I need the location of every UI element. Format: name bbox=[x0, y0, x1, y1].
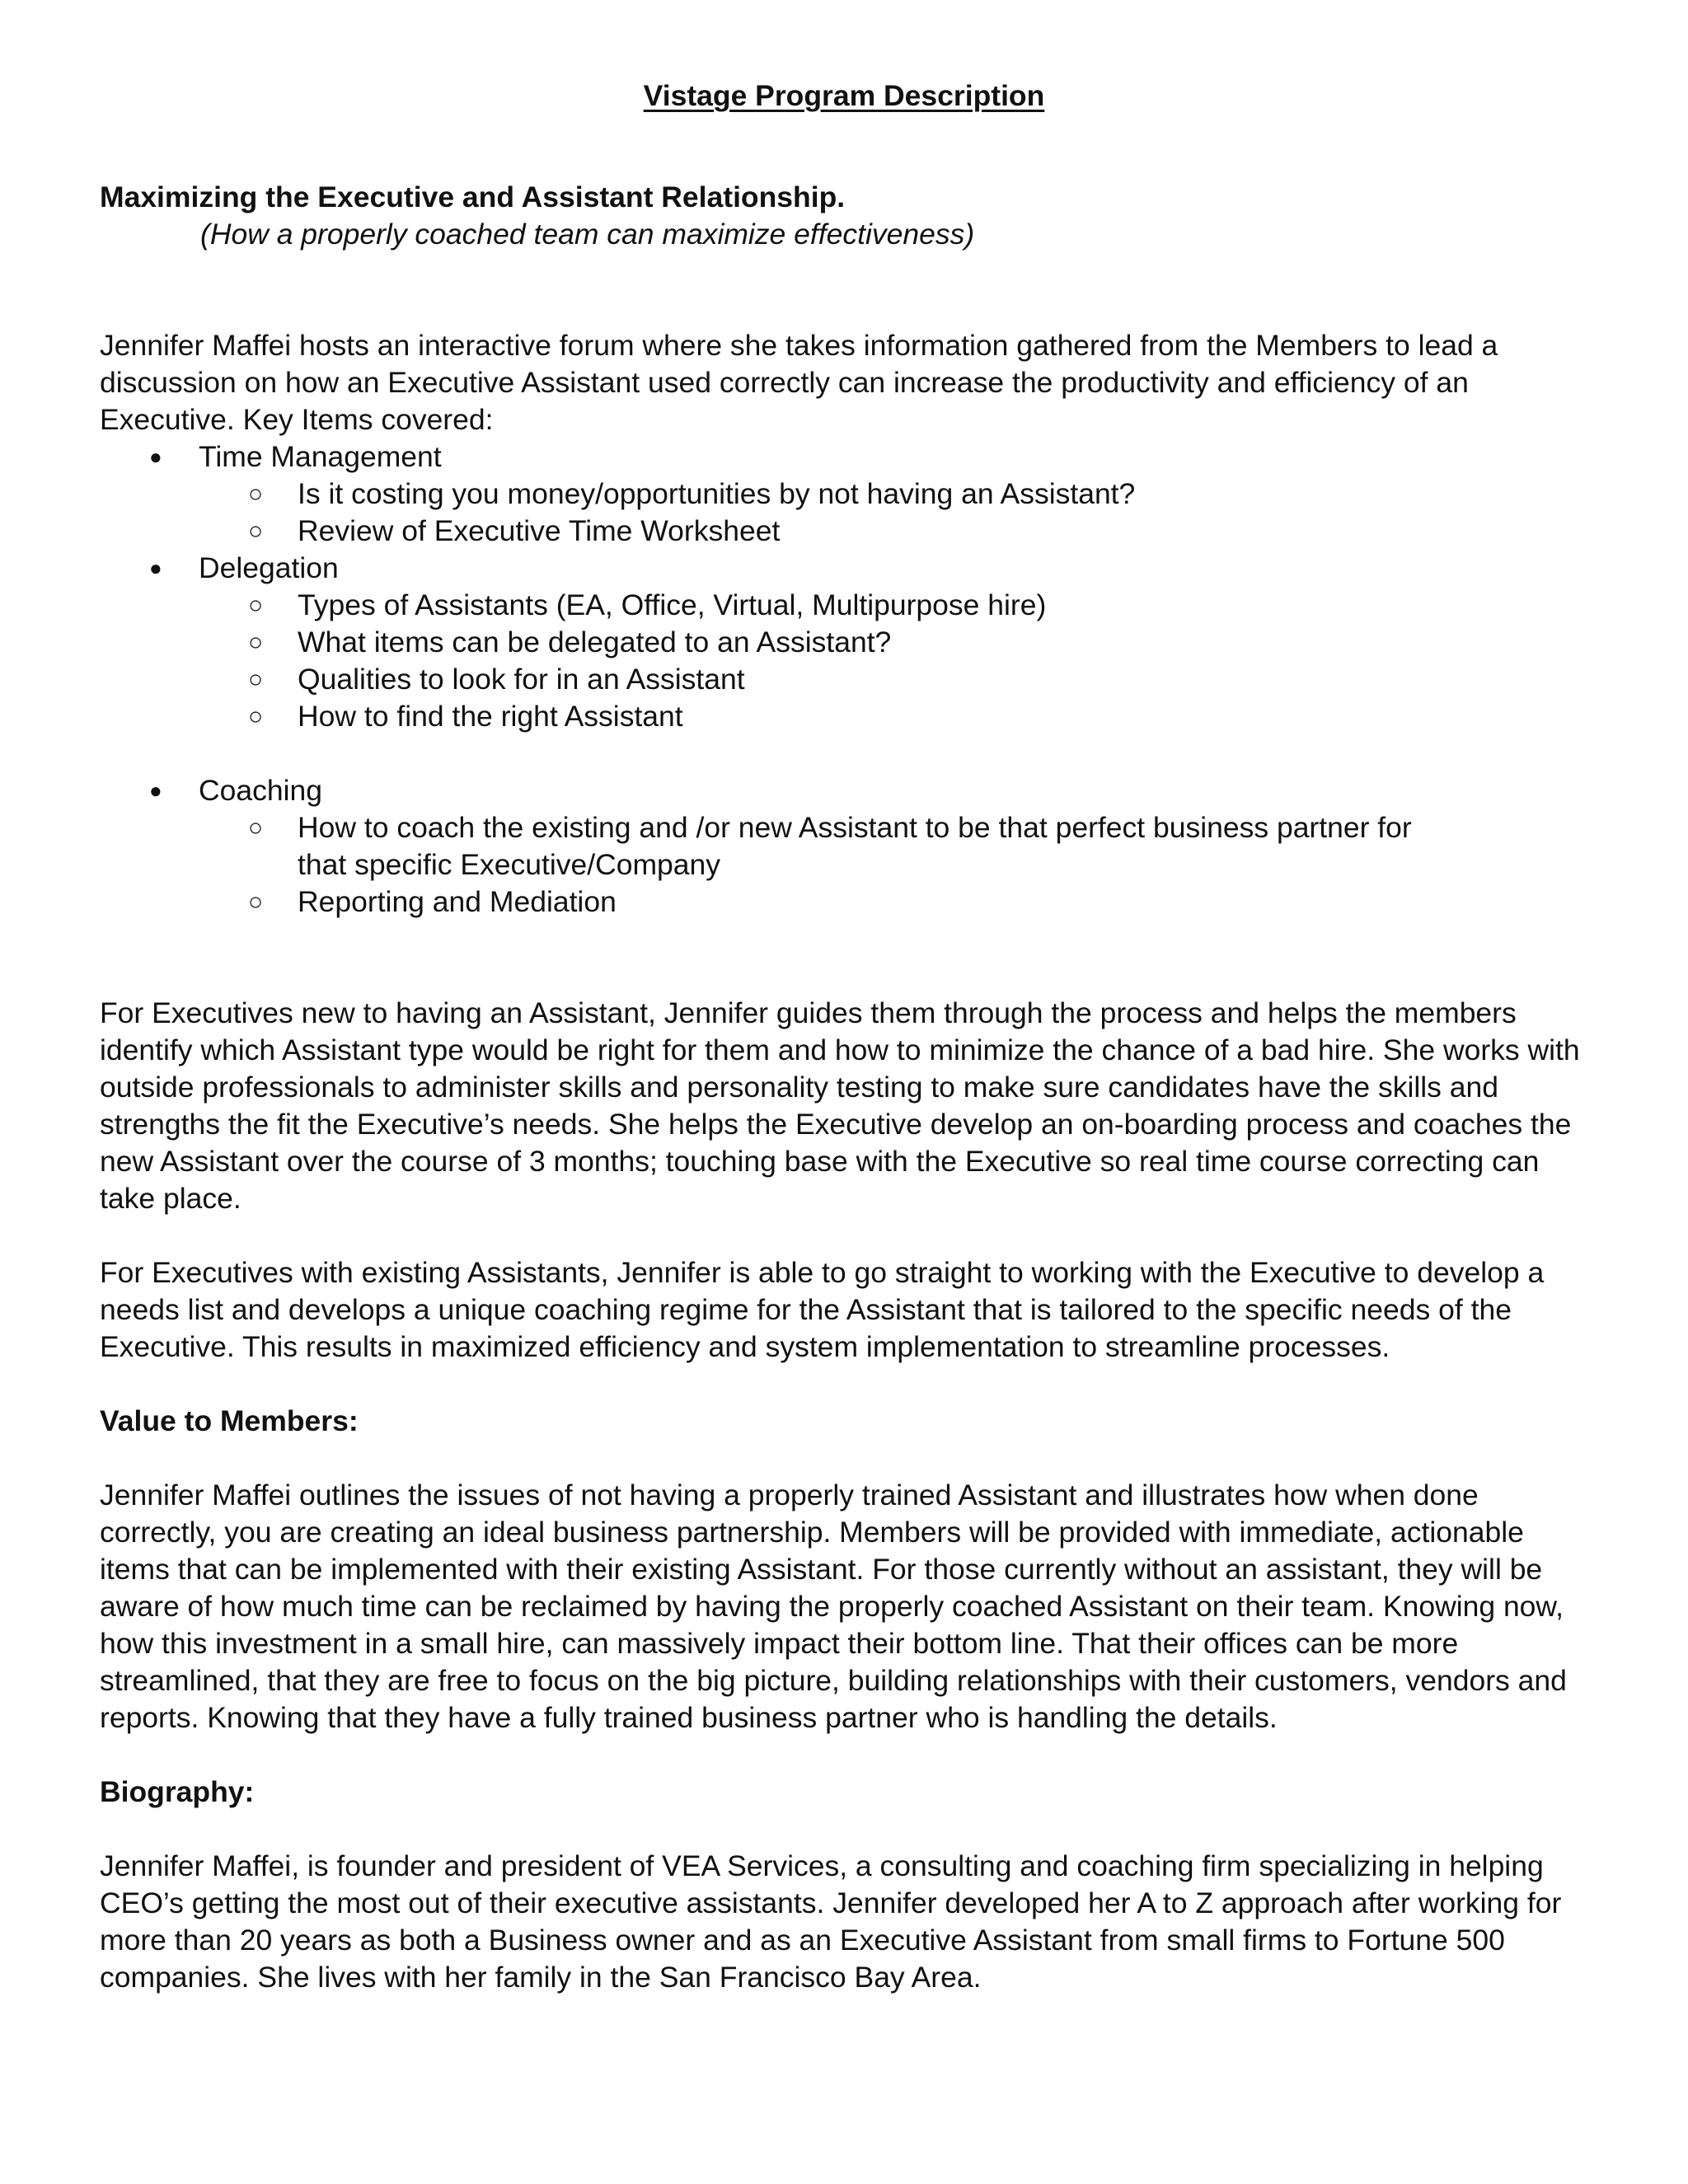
list-spacer bbox=[199, 735, 1583, 772]
section-heading: Maximizing the Executive and Assistant Relationship. bbox=[100, 180, 846, 213]
sub-bullet-icon: ○ bbox=[248, 592, 264, 619]
subtopic-text: How to find the right Assistant bbox=[298, 700, 683, 733]
list-item bbox=[199, 809, 1583, 883]
bullet-icon: ● bbox=[149, 778, 162, 803]
biography-paragraph: Jennifer Maffei, is founder and president of VEA Services, a consulting and coaching firm specializing in helping CEO’s getting the most out of their executive assistants. Jennifer developed her A to Z approach after working for more than 20 years as both a Business owner and as an Executive Assistant from small firms to Fortune 500 companies. She lives with her family in the San Francisco Bay Area. bbox=[100, 1849, 1562, 1994]
paragraph-new-executives: For Executives new to having an Assistant, Jennifer guides them through the process and helps the members identify which Assistant type would be right for them and how to minimize the chance of a bad hire. She works with outside professionals to administer skills and personality testing to make sure candidates have the skills and strengths the fit the Executive’s needs. She helps the Executive develop an on-boarding process and coaches the new Assistant over the course of 3 months; touching base with the Executive so real time course correcting can take place. bbox=[100, 996, 1580, 1215]
sub-bullet-icon: ○ bbox=[248, 480, 264, 508]
topic-delegation bbox=[100, 550, 1583, 772]
biography-heading: Biography: bbox=[100, 1775, 255, 1808]
list-item bbox=[199, 883, 1583, 921]
list-item bbox=[199, 624, 1583, 661]
value-paragraph: Jennifer Maffei outlines the issues of not having a properly trained Assistant and illustrates how when done correctly, you are creating an ideal business partnership. Members will be provided with immediate, actionable items that can be implemented with their existing Assistant. For those currently without an assistant, they will be aware of how much time can be reclaimed by having the properly coached Assistant on their team. Knowing now, how this investment in a small hire, can massively impact their bottom line. That their offices can be more streamlined, that they are free to focus on the big picture, building relationships with their customers, vendors and reports. Knowing that they have a fully trained business partner who is handling the details. bbox=[100, 1479, 1567, 1734]
list-item bbox=[199, 698, 1583, 735]
subtopic-text: What items can be delegated to an Assistant? bbox=[298, 626, 892, 658]
sub-bullet-icon: ○ bbox=[248, 666, 264, 693]
value-heading: Value to Members: bbox=[100, 1404, 359, 1437]
section-subheading: (How a properly coached team can maximize effectiveness) bbox=[200, 218, 975, 251]
list-item bbox=[199, 661, 1583, 698]
list-item bbox=[199, 513, 1583, 550]
document-body bbox=[100, 179, 1583, 1996]
topic-coaching bbox=[100, 772, 1583, 921]
subtopic-text: Qualities to look for in an Assistant bbox=[298, 663, 745, 696]
subtopics-list bbox=[199, 809, 1583, 921]
subtopic-text: Review of Executive Time Worksheet bbox=[298, 514, 781, 547]
list-item bbox=[199, 587, 1583, 624]
bullet-icon: ● bbox=[149, 444, 162, 469]
sub-bullet-icon: ○ bbox=[248, 518, 264, 545]
list-item bbox=[199, 476, 1583, 513]
intro-paragraph: Jennifer Maffei hosts an interactive forum where she takes information gathered from the Members to lead a discussion on how an Executive Assistant used correctly can increase the productivity and efficiency of an Executive. Key Items covered: bbox=[100, 329, 1498, 436]
sub-bullet-icon: ○ bbox=[248, 629, 264, 656]
bullet-icon: ● bbox=[149, 555, 162, 580]
topic-label: Delegation bbox=[199, 551, 339, 584]
topic-label: Coaching bbox=[199, 774, 322, 807]
sub-bullet-icon: ○ bbox=[248, 888, 264, 916]
topic-label: Time Management bbox=[199, 440, 442, 473]
sub-bullet-icon: ○ bbox=[248, 703, 264, 730]
paragraph-existing-assistants: For Executives with existing Assistants, Jennifer is able to go straight to working with the Executive to develop a needs list and develops a unique coaching regime for the Assistant that is tailored to the specific needs of the Executive. This results in maximized efficiency and system implementation to streamline processes. bbox=[100, 1256, 1545, 1363]
page-title: Vistage Program Description bbox=[643, 79, 1045, 112]
subtopic-text: Is it costing you money/opportunities by not having an Assistant? bbox=[298, 477, 1136, 510]
topic-time-management bbox=[100, 438, 1583, 550]
subtopic-text: Reporting and Mediation bbox=[298, 885, 617, 918]
sub-bullet-icon: ○ bbox=[248, 814, 264, 841]
subtopic-text: How to coach the existing and /or new Assistant to be that perfect business partner for that specific Executive/Company bbox=[298, 811, 1412, 881]
subtopic-text: Types of Assistants (EA, Office, Virtual, Multipurpose hire) bbox=[298, 588, 1047, 621]
subtopics-list bbox=[199, 476, 1583, 550]
topics-list bbox=[100, 438, 1583, 921]
subtopics-list bbox=[199, 587, 1583, 735]
